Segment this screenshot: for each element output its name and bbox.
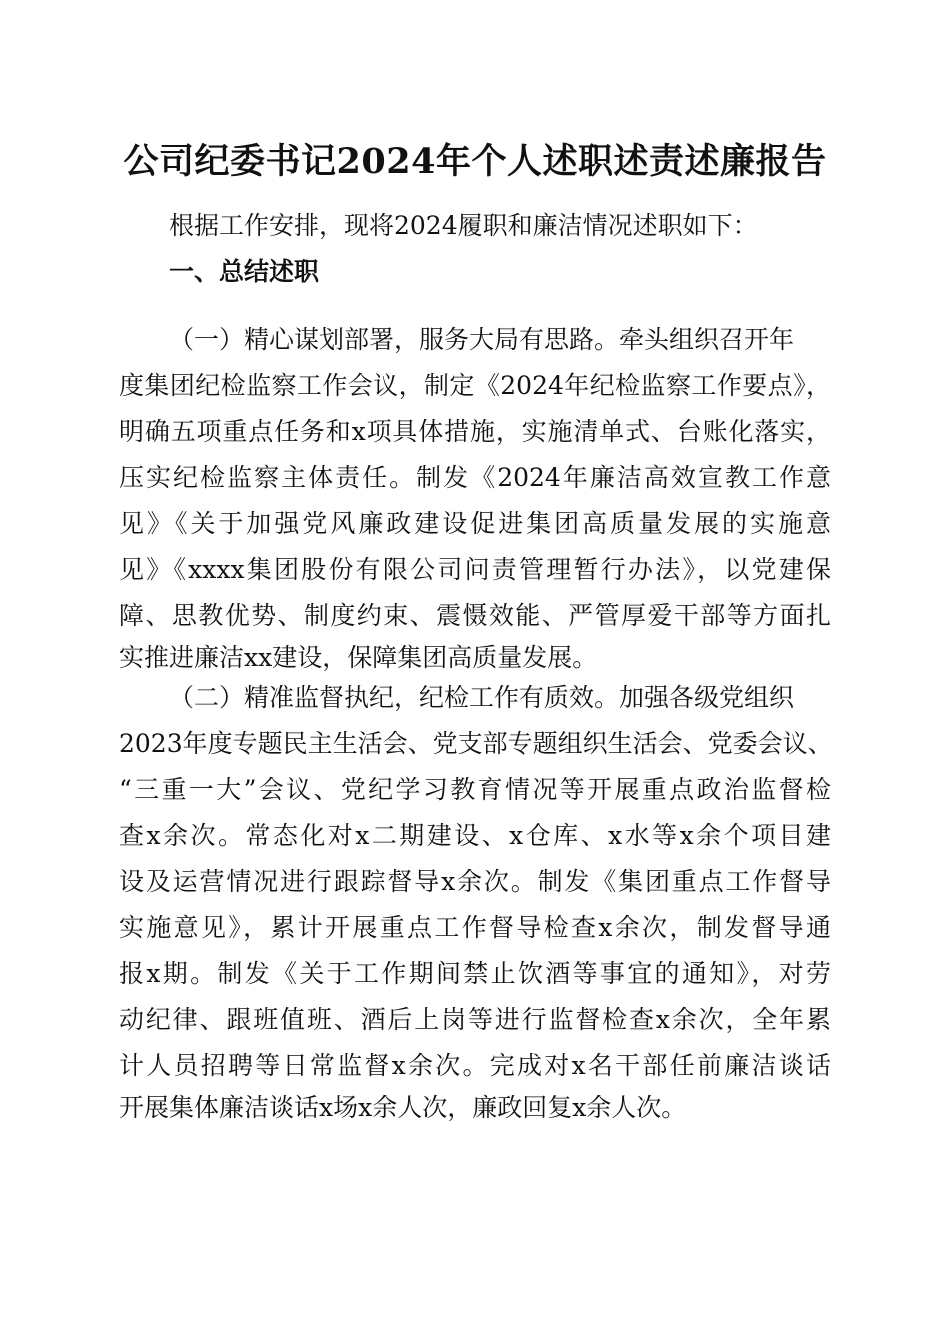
paragraph-line: 见》《xxxx集团股份有限公司问责管理暂行办法》，以党建保 [119, 555, 831, 584]
intro-paragraph: 根据工作安排，现将2024履职和廉洁情况述职如下： [169, 211, 758, 240]
paragraph-line: 查x余次。常态化对x二期建设、x仓库、x水等x余个项目建 [119, 821, 831, 850]
document-title: 公司纪委书记2024年个人述职述责述廉报告 [123, 141, 827, 182]
paragraph-line: （二）精准监督执纪，纪检工作有质效。加强各级党组织 [169, 683, 795, 712]
paragraph-line: 2023年度专题民主生活会、党支部专题组织生活会、党委会议、 [119, 729, 833, 758]
paragraph-line: 开展集体廉洁谈话x场x余人次，廉政回复x余人次。 [119, 1093, 687, 1122]
paragraph-line: 实施意见》，累计开展重点工作督导检查x余次，制发督导通 [119, 913, 831, 942]
paragraph-line: 度集团纪检监察工作会议，制定《2024年纪检监察工作要点》， [119, 371, 831, 400]
paragraph-line: 障、思教优势、制度约束、震慑效能、严管厚爱干部等方面扎 [119, 601, 831, 630]
paragraph-line: 明确五项重点任务和x项具体措施，实施清单式、台账化落实， [119, 417, 831, 446]
paragraph-line: 设及运营情况进行跟踪督导x余次。制发《集团重点工作督导 [119, 867, 831, 896]
section-heading: 一、总结述职 [169, 257, 320, 286]
paragraph-line: “三重一大”会议、党纪学习教育情况等开展重点政治监督检 [119, 775, 831, 804]
paragraph-line: 见》《关于加强党风廉政建设促进集团高质量发展的实施意 [119, 509, 831, 538]
paragraph-line: 压实纪检监察主体责任。制发《2024年廉洁高效宣教工作意 [119, 463, 831, 492]
paragraph-line: （一）精心谋划部署，服务大局有思路。牵头组织召开年 [169, 325, 795, 354]
paragraph-line: 报x期。制发《关于工作期间禁止饮酒等事宜的通知》，对劳 [119, 959, 831, 988]
paragraph-line: 计人员招聘等日常监督x余次。完成对x名干部任前廉洁谈话 [119, 1051, 831, 1080]
paragraph-line: 动纪律、跟班值班、酒后上岗等进行监督检查x余次，全年累 [119, 1005, 831, 1034]
paragraph-line: 实推进廉洁xx建设，保障集团高质量发展。 [119, 643, 598, 672]
